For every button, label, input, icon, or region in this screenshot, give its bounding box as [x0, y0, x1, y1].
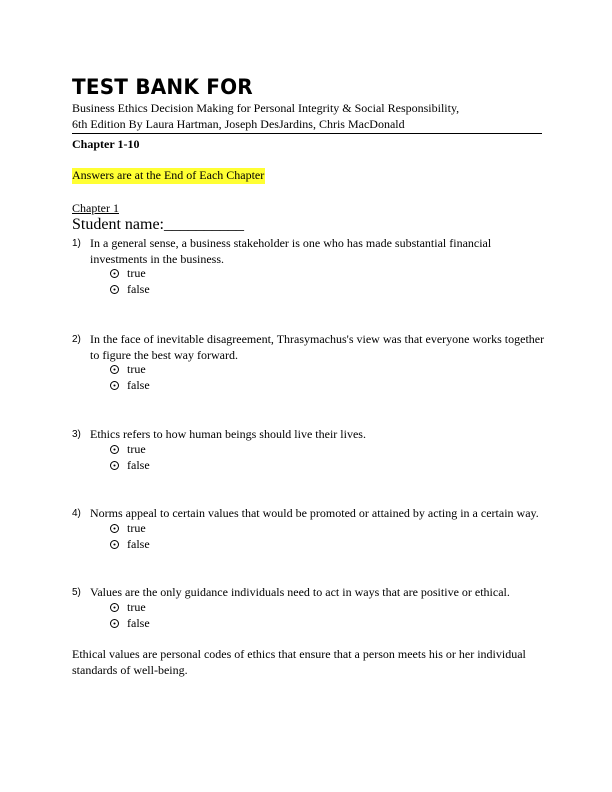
question-number: 3) — [72, 429, 81, 440]
option-label: false — [127, 537, 150, 551]
option-false[interactable] — [110, 458, 230, 474]
option-label: false — [127, 458, 150, 472]
radio-button-icon[interactable] — [110, 445, 119, 454]
option-true[interactable] — [110, 362, 230, 378]
option-label: true — [127, 600, 146, 614]
radio-button-icon[interactable] — [110, 381, 119, 390]
option-label: false — [127, 616, 150, 630]
radio-button-icon[interactable] — [110, 619, 119, 628]
document-title: TEST BANK FOR — [72, 74, 253, 100]
radio-button-icon[interactable] — [110, 365, 119, 374]
question-number: 2) — [72, 334, 81, 345]
header-divider — [72, 133, 542, 134]
question-number: 5) — [72, 587, 81, 598]
answers-note: Answers are at the End of Each Chapter — [72, 168, 265, 182]
option-label: false — [127, 282, 150, 296]
option-true[interactable] — [110, 442, 230, 458]
option-false[interactable] — [110, 378, 230, 394]
option-false[interactable] — [110, 537, 230, 553]
option-label: true — [127, 266, 146, 280]
option-label: true — [127, 442, 146, 456]
radio-button-icon[interactable] — [110, 603, 119, 612]
option-true[interactable] — [110, 600, 230, 616]
question-number: 4) — [72, 508, 81, 519]
book-title-line: Business Ethics Decision Making for Personal Integrity & Social Responsibility, — [72, 101, 460, 115]
radio-button-icon[interactable] — [110, 524, 119, 533]
radio-button-icon[interactable] — [110, 269, 119, 278]
radio-button-icon[interactable] — [110, 461, 119, 470]
question-text: In a general sense, a business stakeholder is one who has made substantial financial investments in the business. — [90, 236, 492, 266]
chapter-range: Chapter 1-10 — [72, 137, 140, 151]
option-label: true — [127, 362, 146, 376]
question-number: 1) — [72, 238, 81, 249]
option-label: false — [127, 378, 150, 392]
closing-paragraph: Ethical values are personal codes of ethics that ensure that a person meets his or her individual standards of well-being. — [72, 647, 526, 677]
radio-button-icon[interactable] — [110, 540, 119, 549]
option-true[interactable] — [110, 266, 230, 282]
option-label: true — [127, 521, 146, 535]
option-false[interactable] — [110, 282, 230, 298]
question-text: Ethics refers to how human beings should live their lives. — [90, 427, 366, 441]
student-name-field: Student name:__________ — [72, 216, 244, 233]
edition-authors-line: 6th Edition By Laura Hartman, Joseph DesJardins, Chris MacDonald — [72, 117, 405, 131]
question-text: Values are the only guidance individuals need to act in ways that are positive or ethical. — [90, 585, 510, 599]
chapter-heading: Chapter 1 — [72, 201, 119, 215]
question-text: In the face of inevitable disagreement, Thrasymachus's view was that everyone works together to figure the best way forward. — [90, 332, 545, 362]
radio-button-icon[interactable] — [110, 285, 119, 294]
question-text: Norms appeal to certain values that would be promoted or attained by acting in a certain way. — [90, 506, 539, 520]
option-true[interactable] — [110, 521, 230, 537]
option-false[interactable] — [110, 616, 230, 632]
